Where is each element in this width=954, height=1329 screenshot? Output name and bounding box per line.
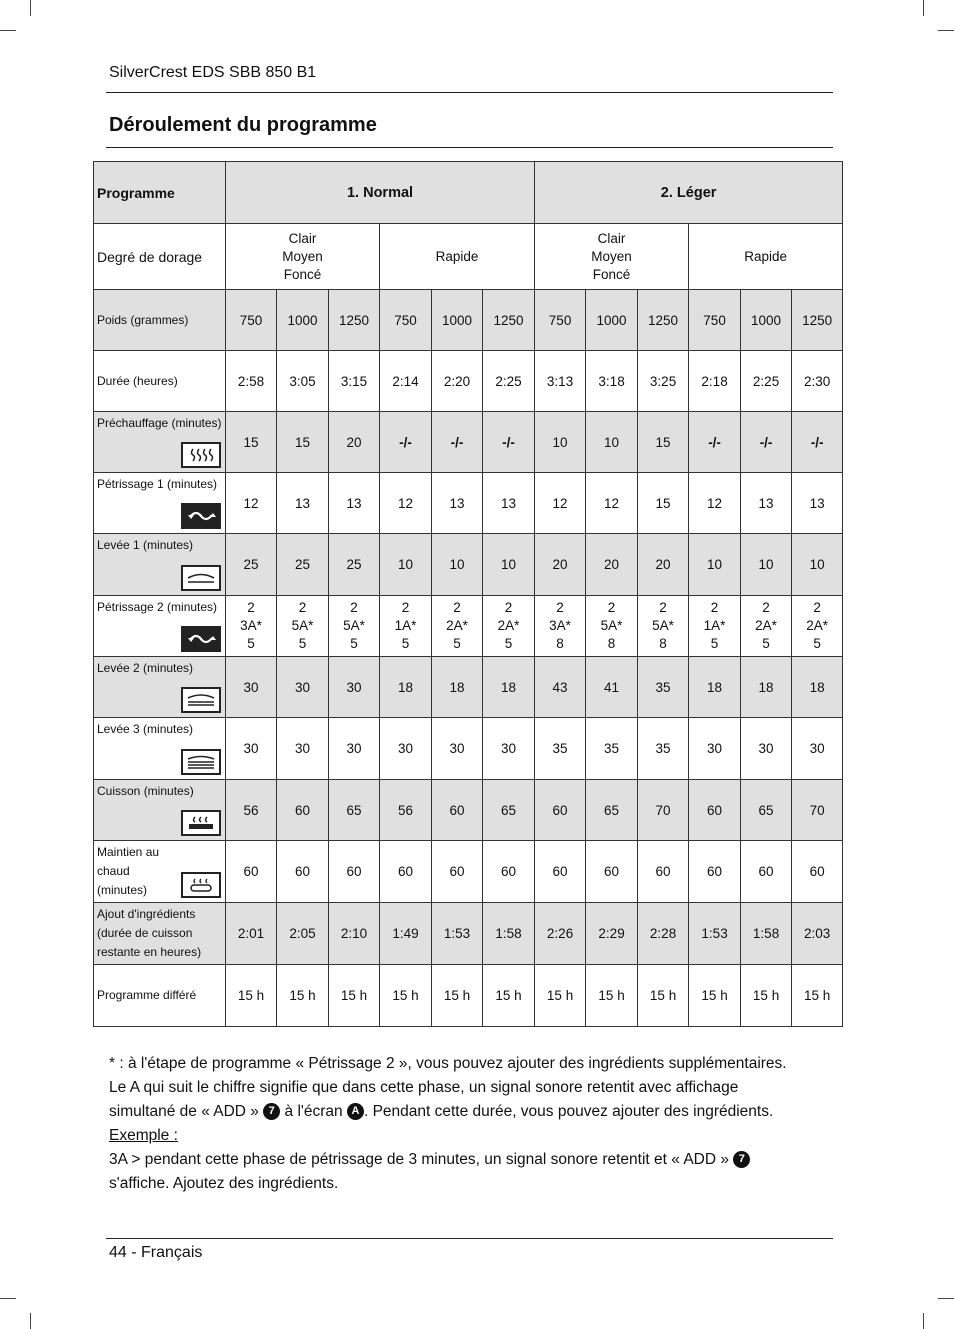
value-cell: 2 2A* 5 bbox=[741, 596, 792, 657]
weight-cell: 750 bbox=[689, 290, 741, 351]
weight-cell: 1000 bbox=[432, 290, 483, 351]
table-row bbox=[94, 351, 843, 412]
value-cell: 60 bbox=[277, 780, 329, 841]
table-row bbox=[94, 965, 843, 1027]
value-cell: 2 3A* 5 bbox=[226, 596, 277, 657]
table-row bbox=[94, 780, 843, 841]
value-cell: 13 bbox=[483, 473, 535, 534]
kneading-icon bbox=[181, 503, 221, 529]
value-cell: 18 bbox=[792, 657, 843, 718]
value-cell: 15 bbox=[638, 412, 689, 473]
value-cell: 10 bbox=[741, 534, 792, 596]
table-row bbox=[94, 903, 843, 965]
value-cell: 60 bbox=[792, 841, 843, 903]
value-cell: 3:15 bbox=[329, 351, 380, 412]
value-cell: 13 bbox=[792, 473, 843, 534]
value-cell: 10 bbox=[792, 534, 843, 596]
section-rule bbox=[106, 147, 833, 148]
value-cell: -/- bbox=[741, 412, 792, 473]
footnote-line: 3A > pendant cette phase de pétrissage de 3 minutes, un signal sonore retentit et « ADD » 7 bbox=[109, 1148, 849, 1172]
table-row bbox=[94, 657, 843, 718]
value-cell: 12 bbox=[535, 473, 586, 534]
value-cell: 15 h bbox=[277, 965, 329, 1027]
value-cell: 60 bbox=[741, 841, 792, 903]
value-cell: 10 bbox=[432, 534, 483, 596]
baking-icon bbox=[181, 810, 221, 836]
crop-mark bbox=[0, 1298, 16, 1299]
program-light-header: 2. Léger bbox=[535, 162, 843, 224]
value-cell: 60 bbox=[689, 841, 741, 903]
value-cell: 2 5A* 5 bbox=[329, 596, 380, 657]
table-row bbox=[94, 412, 843, 473]
value-cell: 3:05 bbox=[277, 351, 329, 412]
crop-mark bbox=[0, 30, 16, 31]
value-cell: 60 bbox=[277, 841, 329, 903]
value-cell: 30 bbox=[689, 718, 741, 780]
value-cell: 10 bbox=[586, 412, 638, 473]
value-cell: 2:05 bbox=[277, 903, 329, 965]
value-cell: 13 bbox=[277, 473, 329, 534]
value-cell: 65 bbox=[586, 780, 638, 841]
value-cell: 60 bbox=[535, 780, 586, 841]
value-cell: 18 bbox=[432, 657, 483, 718]
value-cell: 3:18 bbox=[586, 351, 638, 412]
value-cell: 1:49 bbox=[380, 903, 432, 965]
table-row bbox=[94, 841, 843, 903]
value-cell: 60 bbox=[689, 780, 741, 841]
value-cell: 15 h bbox=[380, 965, 432, 1027]
row-label: Pétrissage 2 (minutes) bbox=[94, 596, 226, 657]
value-cell: 2:30 bbox=[792, 351, 843, 412]
rising-2-icon bbox=[181, 687, 221, 713]
value-cell: -/- bbox=[380, 412, 432, 473]
value-cell: 15 h bbox=[689, 965, 741, 1027]
value-cell: 2:25 bbox=[741, 351, 792, 412]
kneading-icon bbox=[181, 626, 221, 652]
row-label: Pétrissage 1 (minutes) bbox=[94, 473, 226, 534]
row-label: Programme différé bbox=[94, 965, 226, 1027]
value-cell: 60 bbox=[638, 841, 689, 903]
value-cell: 2:14 bbox=[380, 351, 432, 412]
table-row bbox=[94, 534, 843, 596]
crop-mark bbox=[938, 1298, 954, 1299]
value-cell: 2 2A* 5 bbox=[483, 596, 535, 657]
value-cell: 15 bbox=[226, 412, 277, 473]
value-cell: 2:25 bbox=[483, 351, 535, 412]
value-cell: 2 2A* 5 bbox=[792, 596, 843, 657]
value-cell: 60 bbox=[432, 780, 483, 841]
value-cell: 20 bbox=[535, 534, 586, 596]
value-cell: 2 5A* 5 bbox=[277, 596, 329, 657]
row-label: Cuisson (minutes) bbox=[94, 780, 226, 841]
footnote-line: * : à l'étape de programme « Pétrissage 2 », vous pouvez ajouter des ingrédients supplémentaires. bbox=[109, 1055, 787, 1072]
value-cell: 13 bbox=[741, 473, 792, 534]
add-symbol-badge: 7 bbox=[733, 1151, 750, 1168]
value-cell: 25 bbox=[329, 534, 380, 596]
value-cell: 1:58 bbox=[741, 903, 792, 965]
weight-cell: 1250 bbox=[638, 290, 689, 351]
program-table bbox=[93, 161, 843, 1027]
preheat-icon bbox=[181, 442, 221, 468]
value-cell: 15 h bbox=[535, 965, 586, 1027]
value-cell: 20 bbox=[586, 534, 638, 596]
value-cell: 2 3A* 8 bbox=[535, 596, 586, 657]
value-cell: 60 bbox=[380, 841, 432, 903]
add-symbol-badge: 7 bbox=[263, 1103, 280, 1120]
value-cell: 10 bbox=[483, 534, 535, 596]
value-cell: 56 bbox=[226, 780, 277, 841]
row-label: Préchauffage (minutes) bbox=[94, 412, 226, 473]
table-row bbox=[94, 718, 843, 780]
value-cell: 10 bbox=[689, 534, 741, 596]
weight-cell: 1000 bbox=[741, 290, 792, 351]
value-cell: 70 bbox=[638, 780, 689, 841]
footnote-line: Le A qui suit le chiffre signifie que dans cette phase, un signal sonore retentit avec affichage bbox=[109, 1079, 739, 1096]
value-cell: 60 bbox=[483, 841, 535, 903]
value-cell: 60 bbox=[226, 841, 277, 903]
weight-cell: 1250 bbox=[329, 290, 380, 351]
table-row bbox=[94, 473, 843, 534]
value-cell: 15 bbox=[638, 473, 689, 534]
value-cell: 15 h bbox=[226, 965, 277, 1027]
value-cell: 15 bbox=[277, 412, 329, 473]
value-cell: 25 bbox=[277, 534, 329, 596]
value-cell: 60 bbox=[535, 841, 586, 903]
value-cell: -/- bbox=[792, 412, 843, 473]
value-cell: 2 1A* 5 bbox=[380, 596, 432, 657]
value-cell: 2:20 bbox=[432, 351, 483, 412]
value-cell: 18 bbox=[483, 657, 535, 718]
value-cell: 60 bbox=[329, 841, 380, 903]
footnote bbox=[109, 1052, 849, 1196]
rising-3-icon bbox=[181, 749, 221, 775]
value-cell: 35 bbox=[535, 718, 586, 780]
crop-mark bbox=[30, 1313, 31, 1329]
value-cell: 70 bbox=[792, 780, 843, 841]
value-cell: 35 bbox=[638, 657, 689, 718]
browning-options-normal: Clair Moyen Foncé bbox=[226, 224, 380, 290]
value-cell: 35 bbox=[586, 718, 638, 780]
row-label: Levée 3 (minutes) bbox=[94, 718, 226, 780]
example-label: Exemple : bbox=[109, 1127, 178, 1144]
value-cell: 20 bbox=[329, 412, 380, 473]
display-badge: A bbox=[347, 1103, 364, 1120]
document-header: SilverCrest EDS SBB 850 B1 bbox=[109, 64, 317, 81]
rising-1-icon bbox=[181, 565, 221, 591]
value-cell: 3:25 bbox=[638, 351, 689, 412]
value-cell: 41 bbox=[586, 657, 638, 718]
value-cell: 2:26 bbox=[535, 903, 586, 965]
value-cell: 15 h bbox=[638, 965, 689, 1027]
value-cell: 15 h bbox=[792, 965, 843, 1027]
value-cell: 30 bbox=[226, 718, 277, 780]
program-normal-header: 1. Normal bbox=[226, 162, 535, 224]
value-cell: 2 1A* 5 bbox=[689, 596, 741, 657]
value-cell: -/- bbox=[689, 412, 741, 473]
browning-label: Degré de dorage bbox=[94, 224, 226, 290]
row-label: Levée 1 (minutes) bbox=[94, 534, 226, 596]
value-cell: 30 bbox=[277, 718, 329, 780]
crop-mark bbox=[923, 1313, 924, 1329]
value-cell: 18 bbox=[689, 657, 741, 718]
browning-rapid-normal: Rapide bbox=[380, 224, 535, 290]
value-cell: 15 h bbox=[586, 965, 638, 1027]
browning-rapid-light: Rapide bbox=[689, 224, 843, 290]
weight-cell: 1250 bbox=[792, 290, 843, 351]
value-cell: 18 bbox=[380, 657, 432, 718]
weight-label: Poids (grammes) bbox=[94, 290, 226, 351]
value-cell: 60 bbox=[586, 841, 638, 903]
value-cell: 10 bbox=[535, 412, 586, 473]
value-cell: 30 bbox=[329, 657, 380, 718]
value-cell: 1:53 bbox=[689, 903, 741, 965]
browning-options-light: Clair Moyen Foncé bbox=[535, 224, 689, 290]
crop-mark bbox=[923, 0, 924, 16]
value-cell: 25 bbox=[226, 534, 277, 596]
value-cell: 1:58 bbox=[483, 903, 535, 965]
value-cell: 30 bbox=[226, 657, 277, 718]
value-cell: 15 h bbox=[483, 965, 535, 1027]
value-cell: 30 bbox=[329, 718, 380, 780]
value-cell: -/- bbox=[432, 412, 483, 473]
value-cell: 1:53 bbox=[432, 903, 483, 965]
value-cell: 30 bbox=[380, 718, 432, 780]
value-cell: 12 bbox=[226, 473, 277, 534]
row-label: Ajout d'ingrédients (durée de cuisson restante en heures) bbox=[94, 903, 226, 965]
row-label: Durée (heures) bbox=[94, 351, 226, 412]
value-cell: 2 5A* 8 bbox=[586, 596, 638, 657]
value-cell: 2 2A* 5 bbox=[432, 596, 483, 657]
value-cell: 65 bbox=[483, 780, 535, 841]
value-cell: 3:13 bbox=[535, 351, 586, 412]
value-cell: 30 bbox=[792, 718, 843, 780]
value-cell: 30 bbox=[483, 718, 535, 780]
value-cell: 15 h bbox=[329, 965, 380, 1027]
value-cell: 65 bbox=[329, 780, 380, 841]
value-cell: 30 bbox=[432, 718, 483, 780]
weight-cell: 750 bbox=[535, 290, 586, 351]
section-title: Déroulement du programme bbox=[109, 114, 377, 136]
program-column-header: Programme bbox=[94, 162, 226, 224]
footnote-line: simultané de « ADD » 7 à l'écran A . Pendant cette durée, vous pouvez ajouter des ingrédients. bbox=[109, 1103, 774, 1120]
value-cell: 2:10 bbox=[329, 903, 380, 965]
value-cell: 13 bbox=[432, 473, 483, 534]
value-cell: 10 bbox=[380, 534, 432, 596]
value-cell: 2:01 bbox=[226, 903, 277, 965]
row-label: Levée 2 (minutes) bbox=[94, 657, 226, 718]
value-cell: 12 bbox=[586, 473, 638, 534]
value-cell: 30 bbox=[277, 657, 329, 718]
row-label: Maintien au chaud (minutes) bbox=[94, 841, 226, 903]
weight-cell: 1000 bbox=[586, 290, 638, 351]
value-cell: 18 bbox=[741, 657, 792, 718]
table-row bbox=[94, 596, 843, 657]
weight-cell: 1250 bbox=[483, 290, 535, 351]
value-cell: 13 bbox=[329, 473, 380, 534]
value-cell: 15 h bbox=[741, 965, 792, 1027]
value-cell: 20 bbox=[638, 534, 689, 596]
weight-cell: 750 bbox=[380, 290, 432, 351]
value-cell: -/- bbox=[483, 412, 535, 473]
value-cell: 30 bbox=[741, 718, 792, 780]
crop-mark bbox=[938, 30, 954, 31]
value-cell: 2 5A* 8 bbox=[638, 596, 689, 657]
value-cell: 60 bbox=[432, 841, 483, 903]
value-cell: 35 bbox=[638, 718, 689, 780]
value-cell: 12 bbox=[380, 473, 432, 534]
value-cell: 2:18 bbox=[689, 351, 741, 412]
page-number: 44 - Français bbox=[109, 1244, 203, 1261]
value-cell: 65 bbox=[741, 780, 792, 841]
value-cell: 2:03 bbox=[792, 903, 843, 965]
value-cell: 15 h bbox=[432, 965, 483, 1027]
crop-mark bbox=[30, 0, 31, 16]
header-rule bbox=[106, 92, 833, 93]
keep-warm-icon bbox=[181, 872, 221, 898]
footer-rule bbox=[106, 1238, 833, 1239]
value-cell: 43 bbox=[535, 657, 586, 718]
value-cell: 56 bbox=[380, 780, 432, 841]
value-cell: 12 bbox=[689, 473, 741, 534]
footnote-line: s'affiche. Ajoutez des ingrédients. bbox=[109, 1175, 339, 1192]
value-cell: 2:29 bbox=[586, 903, 638, 965]
value-cell: 2:28 bbox=[638, 903, 689, 965]
weight-cell: 750 bbox=[226, 290, 277, 351]
value-cell: 2:58 bbox=[226, 351, 277, 412]
weight-cell: 1000 bbox=[277, 290, 329, 351]
